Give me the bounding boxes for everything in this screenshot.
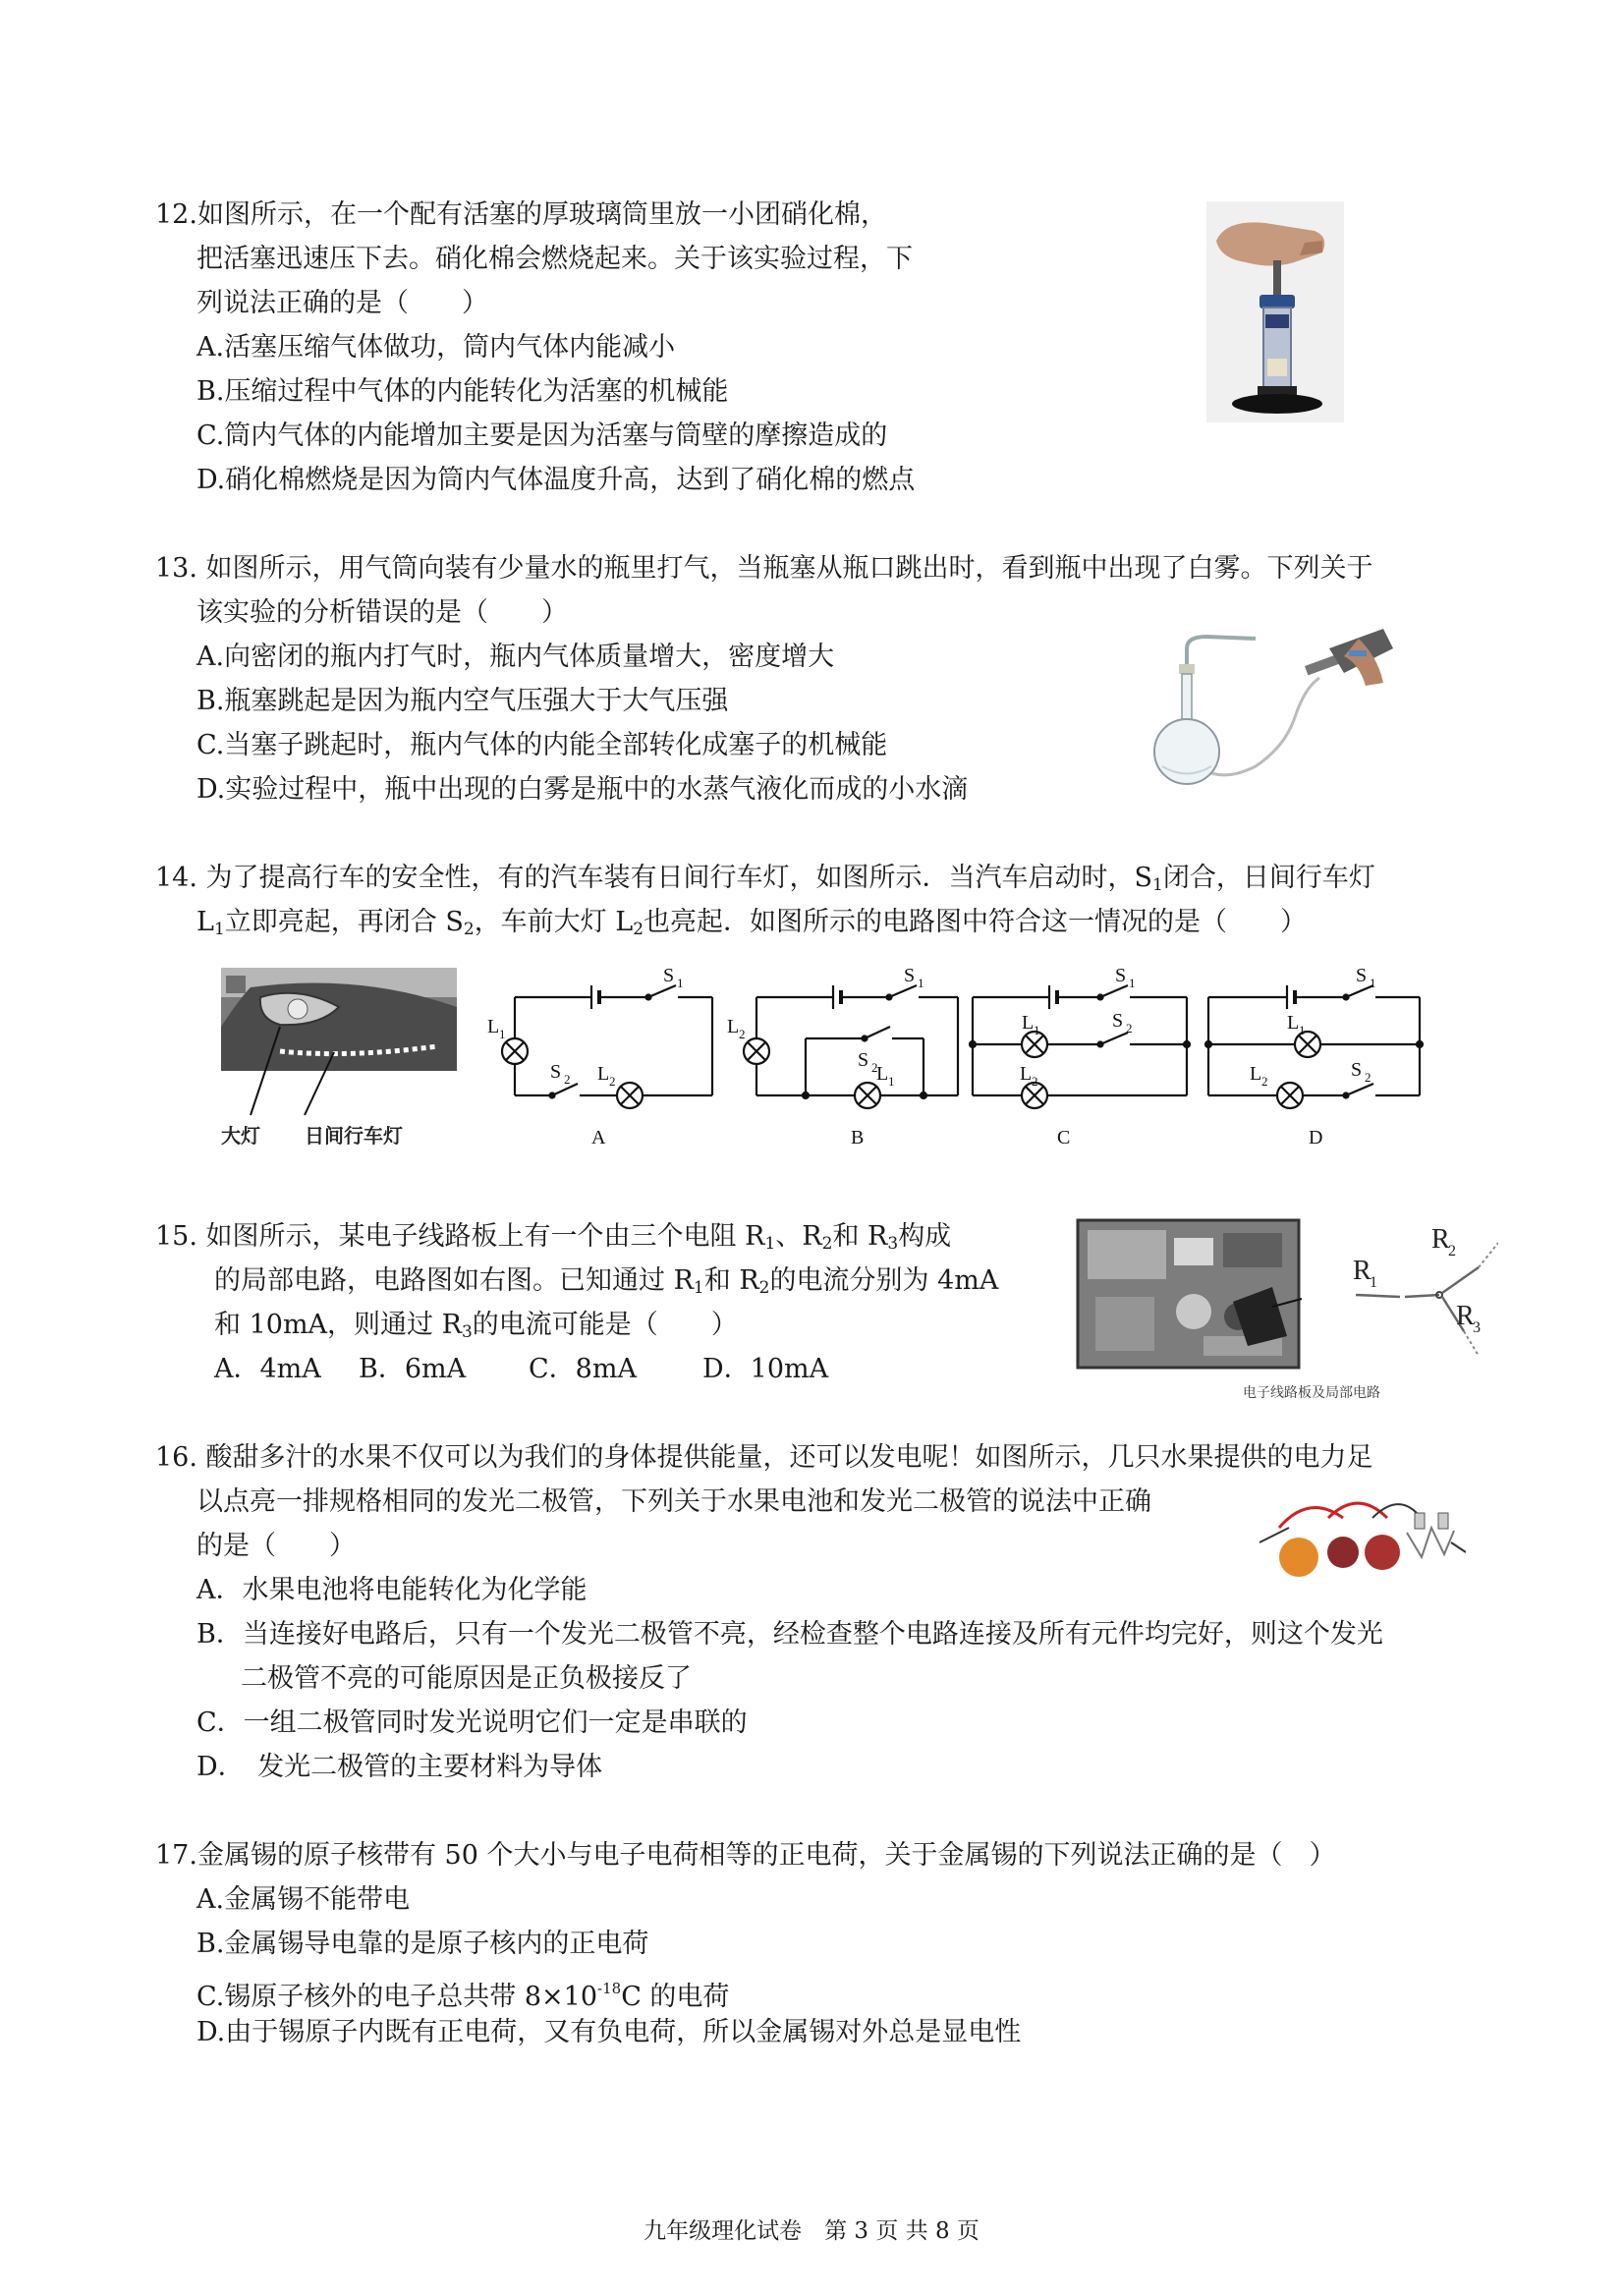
q15-text: 的局部电路，电路图如右图。已知通过 R: [214, 1265, 694, 1296]
svg-text:2: 2: [871, 1060, 878, 1075]
svg-text:R: R: [1353, 1256, 1371, 1286]
q15-text: 的电流分别为 4mA: [769, 1265, 999, 1296]
q14-stem-line-2: [196, 906, 1307, 946]
circuit-b: [727, 965, 958, 1148]
q16-stem-line-1: 16. 酸甜多汁的水果不仅可以为我们的身体提供能量，还可以发电呢！如图所示，几只水果提供的电力足: [155, 1442, 1373, 1473]
q15-option-c: C．8mA: [529, 1354, 637, 1384]
svg-text:S: S: [1112, 1010, 1124, 1032]
q17-option-b: B.金属锡导电靠的是原子核内的正电荷: [196, 1929, 649, 1959]
svg-text:L: L: [1250, 1063, 1262, 1085]
svg-text:2: 2: [1365, 1070, 1371, 1085]
q13-option-d: D.实验过程中，瓶中出现的白雾是瓶中的水蒸气液化而成的小水滴: [196, 774, 969, 805]
svg-text:2: 2: [1032, 1074, 1038, 1089]
svg-text:3: 3: [1473, 1319, 1481, 1336]
svg-text:2: 2: [564, 1072, 571, 1087]
q12-option-a: A.活塞压缩气体做功，筒内气体内能减小: [196, 332, 676, 363]
q15-text: 和 10mA，则通过 R: [214, 1310, 462, 1340]
svg-text:L: L: [1020, 1063, 1033, 1085]
svg-text:L: L: [1287, 1012, 1300, 1034]
q15-stem-line-1: [155, 1220, 951, 1260]
q15-option-a: A．4mA: [214, 1354, 321, 1384]
q14-text: 立即亮起，再闭合 S: [224, 907, 464, 937]
car-daytime-light-photo: [221, 968, 457, 1154]
q14-text: 也亮起．如图所示的电路图中符合这一情况的是（ ）: [644, 907, 1308, 937]
q12-option-b: B.压缩过程中气体的内能转化为活塞的机械能: [196, 376, 729, 407]
svg-text:2: 2: [1448, 1243, 1456, 1260]
svg-text:1: 1: [1129, 976, 1136, 990]
q15-option-d: D．10mA: [702, 1354, 829, 1384]
q16-option-b-cont: 二极管不亮的可能原因是正负极接反了: [241, 1663, 692, 1694]
q15-text: 构成: [898, 1221, 952, 1252]
flask-air-pump-photo: [1147, 629, 1393, 796]
q14-text: 14. 为了提高行车的安全性，有的汽车装有日间行车灯，如图所示．当汽车启动时，S: [155, 863, 1153, 893]
fruit-battery-photo: [1250, 1474, 1466, 1582]
svg-text:L: L: [727, 1016, 740, 1037]
q14-text: ，车前大灯 L: [474, 907, 634, 937]
q16-option-d: D． 发光二极管的主要材料为导体: [196, 1752, 603, 1782]
q15-text: 的电流可能是（ ）: [472, 1310, 738, 1340]
svg-text:2: 2: [609, 1074, 616, 1089]
svg-text:1: 1: [677, 976, 684, 990]
svg-text:S: S: [550, 1061, 562, 1083]
q16-stem-line-2: 以点亮一排规格相同的发光二极管，下列关于水果电池和发光二极管的说法中正确: [196, 1486, 1151, 1517]
q16-option-a: A．水果电池将电能转化为化学能: [196, 1575, 588, 1605]
svg-text:L: L: [487, 1016, 500, 1037]
circuit-d: [1205, 965, 1423, 1148]
q13-option-a: A.向密闭的瓶内打气时，瓶内气体质量增大，密度增大: [196, 642, 835, 672]
page-footer: 九年级理化试卷 第 3 页 共 8 页: [644, 2218, 979, 2244]
q14-subscript: 1: [213, 920, 225, 939]
q12-option-c: C.筒内气体的内能增加主要是因为活塞与筒壁的摩擦造成的: [196, 420, 888, 451]
q14-text: 闭合，日间行车灯: [1162, 863, 1375, 893]
q17-text: C 的电荷: [621, 1982, 730, 2012]
q14-subscript: 1: [1152, 875, 1163, 895]
svg-text:1: 1: [918, 976, 924, 990]
daytime-light-label: 日间行车灯: [305, 1124, 403, 1148]
q17-superscript: -18: [597, 1980, 622, 1997]
svg-text:2: 2: [739, 1027, 746, 1041]
svg-text:R: R: [1431, 1224, 1450, 1255]
circuit-board-figure: [1076, 1218, 1498, 1405]
q14-text: L: [196, 907, 214, 937]
q14-subscript: 2: [463, 920, 475, 939]
q12-stem-line-3: 列说法正确的是（ ）: [196, 288, 488, 318]
svg-text:2: 2: [1261, 1074, 1268, 1089]
q15-text: 、R: [775, 1221, 822, 1252]
q15-text: 和 R: [832, 1221, 888, 1252]
q15-option-b: B．6mA: [359, 1354, 467, 1384]
svg-text:S: S: [1356, 965, 1368, 986]
q15-text: 和 R: [703, 1265, 759, 1296]
q14-subscript: 2: [633, 920, 644, 939]
circuit-diagrams: [472, 958, 1454, 1154]
circuit-c: [970, 965, 1190, 1148]
svg-text:S: S: [663, 965, 675, 986]
piston-cylinder-photo: [1206, 201, 1344, 422]
q17-option-c: [196, 1972, 729, 2014]
svg-text:S: S: [904, 965, 916, 986]
q15-text: 15. 如图所示，某电子线路板上有一个由三个电阻 R: [155, 1221, 765, 1252]
q13-stem-line-1: 13. 如图所示，用气筒向装有少量水的瓶里打气，当瓶塞从瓶口跳出时，看到瓶中出现了白雾。下列关于: [155, 553, 1373, 584]
q17-stem: 17.金属锡的原子核带有 50 个大小与电子电荷相等的正电荷，关于金属锡的下列说法正确的是（ ）: [155, 1840, 1336, 1871]
q16-option-b: B．当连接好电路后，只有一个发光二极管不亮，经检查整个电路连接及所有元件均完好，则这个发光: [196, 1619, 1383, 1650]
q13-stem-line-2: 该实验的分析错误的是（ ）: [196, 597, 568, 628]
q17-text: C.锡原子核外的电子总共带 8×10: [196, 1982, 598, 2012]
q16-stem-line-3: 的是（ ）: [196, 1531, 356, 1561]
svg-text:1: 1: [888, 1074, 895, 1089]
svg-text:1: 1: [499, 1027, 506, 1041]
svg-text:L: L: [597, 1063, 610, 1085]
circuit-a: [487, 965, 712, 1148]
svg-text:S: S: [1115, 965, 1127, 986]
q15-subscript: 2: [758, 1278, 770, 1298]
q12-option-d: D.硝化棉燃烧是因为筒内气体温度升高，达到了硝化棉的燃点: [196, 465, 916, 495]
q15-stem-line-3: [214, 1309, 738, 1349]
circuit-label-a: A: [591, 1127, 606, 1148]
svg-text:S: S: [1351, 1059, 1363, 1081]
svg-text:1: 1: [1034, 1023, 1040, 1037]
svg-text:1: 1: [1370, 1274, 1377, 1291]
circuit-label-b: B: [851, 1127, 865, 1148]
q13-option-b: B.瓶塞跳起是因为瓶内空气压强大于大气压强: [196, 686, 729, 716]
q12-stem-line-1: 12.如图所示，在一个配有活塞的厚玻璃筒里放一小团硝化棉，: [155, 199, 887, 230]
q12-stem-line-2: 把活塞迅速压下去。硝化棉会燃烧起来。关于该实验过程，下: [196, 244, 913, 274]
q15-stem-line-2: [214, 1264, 998, 1305]
q15-subscript: 1: [693, 1278, 704, 1298]
q15-subscript: 1: [764, 1234, 776, 1254]
q17-option-a: A.金属锡不能带电: [196, 1884, 411, 1915]
svg-text:1: 1: [1299, 1023, 1306, 1037]
svg-text:S: S: [858, 1049, 869, 1071]
q14-stem-line-1: [155, 862, 1375, 902]
q16-option-c: C．一组二极管同时发光说明它们一定是串联的: [196, 1708, 748, 1738]
svg-text:1: 1: [1370, 976, 1376, 990]
q15-subscript: 2: [821, 1234, 833, 1254]
svg-text:L: L: [1022, 1012, 1035, 1034]
q13-option-c: C.当塞子跳起时，瓶内气体的内能全部转化成塞子的机械能: [196, 730, 888, 760]
svg-text:R: R: [1456, 1301, 1475, 1331]
board-caption: 电子线路板及局部电路: [1243, 1385, 1380, 1401]
q17-option-d: D.由于锡原子内既有正电荷，又有负电荷，所以金属锡对外总是显电性: [196, 2017, 1022, 2047]
q15-subscript: 3: [887, 1234, 899, 1254]
circuit-label-d: D: [1309, 1127, 1323, 1148]
circuit-label-c: C: [1057, 1127, 1071, 1148]
q15-subscript: 3: [461, 1322, 473, 1342]
big-light-label: 大灯: [221, 1124, 260, 1148]
svg-text:2: 2: [1126, 1021, 1133, 1036]
svg-text:L: L: [876, 1063, 889, 1085]
